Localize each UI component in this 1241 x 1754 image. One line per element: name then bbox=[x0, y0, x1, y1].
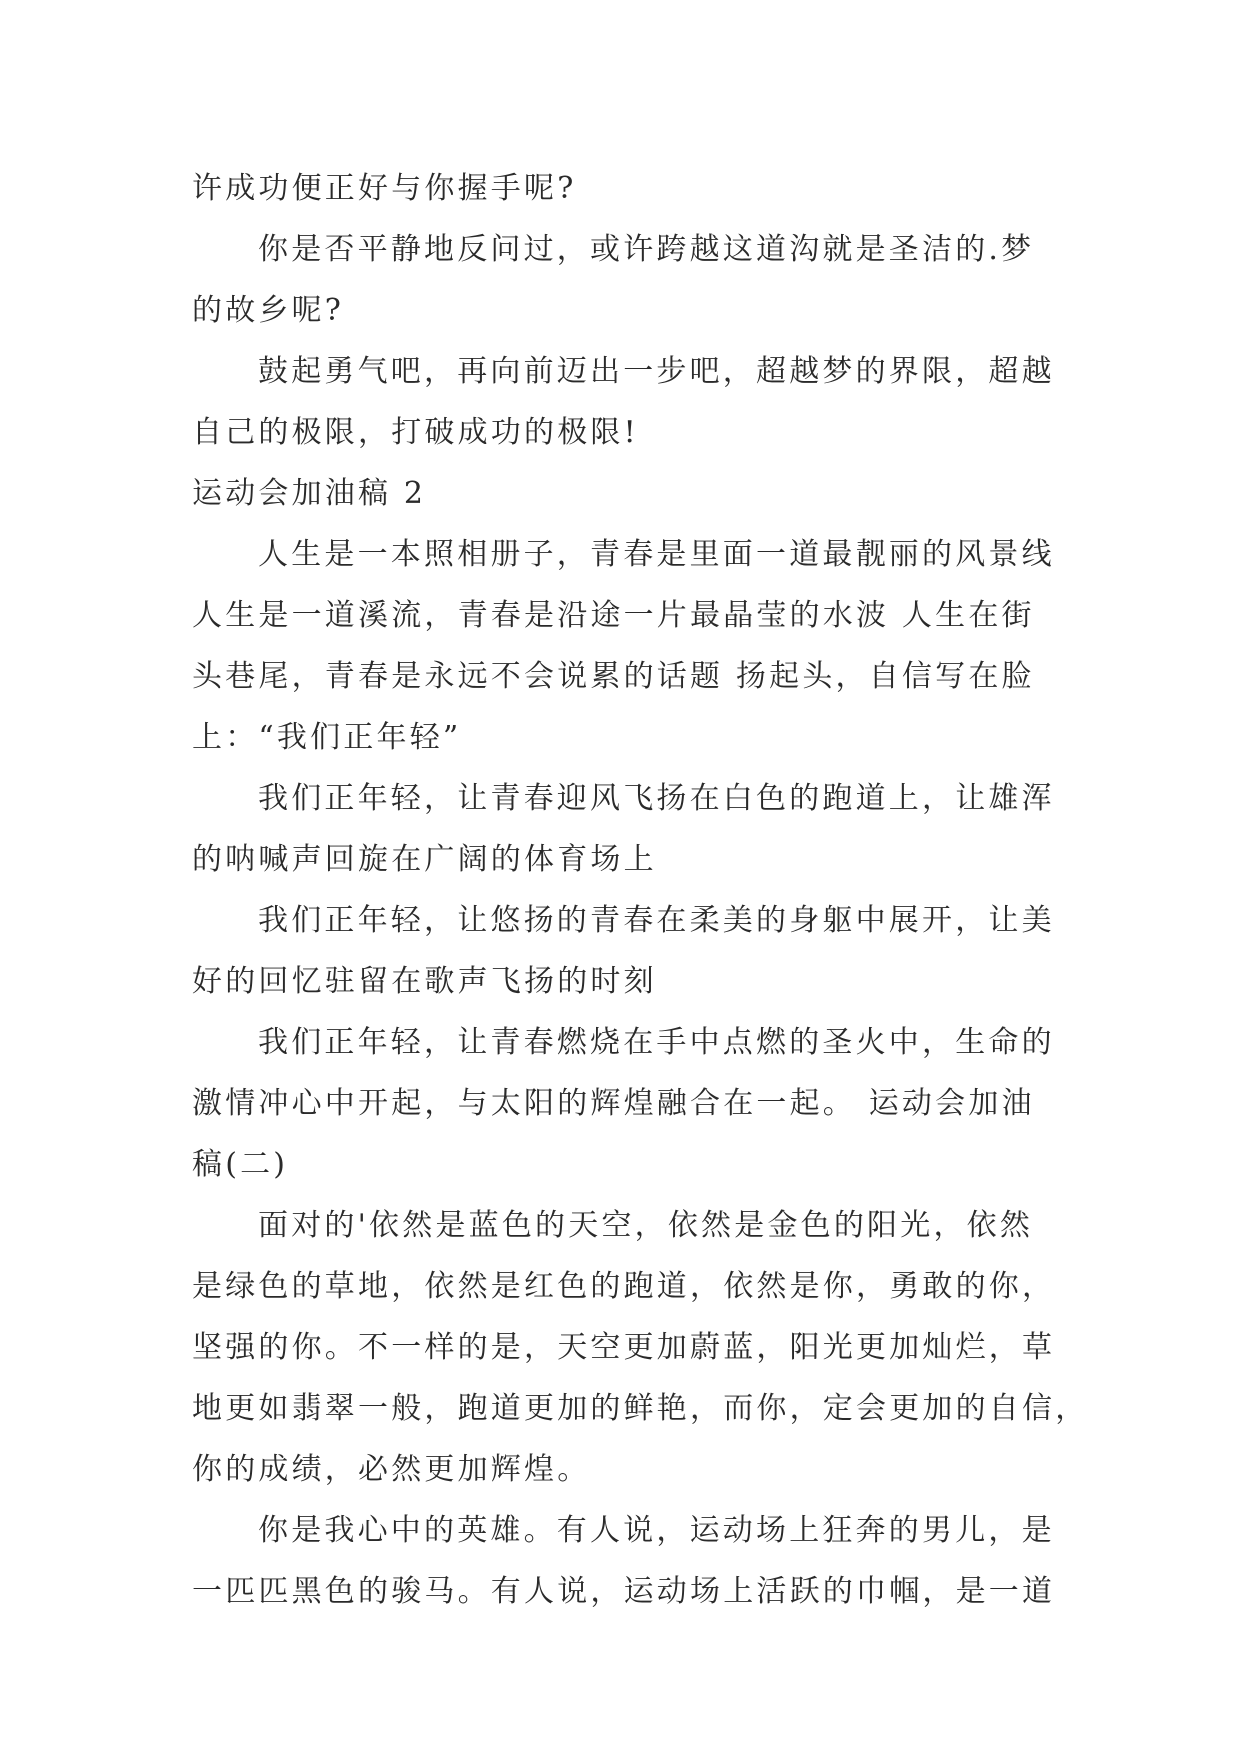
text-line: 你是我心中的英雄。有人说，运动场上狂奔的男儿，是 bbox=[258, 1513, 1055, 1548]
text-line: 鼓起勇气吧，再向前迈出一步吧，超越梦的界限，超越 bbox=[258, 354, 1055, 389]
text-line: 稿(二) bbox=[192, 1147, 289, 1182]
text-line: 头巷尾，青春是永远不会说累的话题 扬起头，自信写在脸 bbox=[192, 659, 1035, 694]
text-line: 的呐喊声回旋在广阔的体育场上 bbox=[192, 842, 657, 877]
text-line: 许成功便正好与你握手呢? bbox=[192, 171, 577, 206]
section-heading: 运动会加油稿 2 bbox=[192, 476, 427, 511]
text-line: 我们正年轻，让悠扬的青春在柔美的身躯中展开，让美 bbox=[258, 903, 1055, 938]
text-line: 是绿色的草地，依然是红色的跑道，依然是你，勇敢的你， bbox=[192, 1269, 1056, 1304]
body-text bbox=[192, 158, 1089, 1622]
text-line: 地更如翡翠一般，跑道更加的鲜艳，而你，定会更加的自信， bbox=[192, 1391, 1089, 1426]
text-line: 好的回忆驻留在歌声飞扬的时刻 bbox=[192, 964, 657, 999]
text-line: 自己的极限，打破成功的极限! bbox=[192, 415, 639, 450]
text-line: 你的成绩，必然更加辉煌。 bbox=[192, 1452, 591, 1487]
text-line: 的故乡呢? bbox=[192, 293, 345, 328]
text-line: 坚强的你。不一样的是，天空更加蔚蓝，阳光更加灿烂，草 bbox=[192, 1330, 1056, 1365]
text-line: 一匹匹黑色的骏马。有人说，运动场上活跃的巾帼，是一道 bbox=[192, 1574, 1056, 1609]
text-line: 我们正年轻，让青春燃烧在手中点燃的圣火中，生命的 bbox=[258, 1025, 1055, 1060]
text-line: 人生是一道溪流，青春是沿途一片最晶莹的水波 人生在街 bbox=[192, 598, 1035, 633]
text-line: 面对的'依然是蓝色的天空，依然是金色的阳光，依然 bbox=[258, 1208, 1034, 1243]
text-line: 上：“我们正年轻” bbox=[192, 720, 462, 755]
text-line: 激情冲心中开起，与太阳的辉煌融合在一起。 运动会加油 bbox=[192, 1086, 1035, 1121]
text-line: 我们正年轻，让青春迎风飞扬在白色的跑道上，让雄浑 bbox=[258, 781, 1055, 816]
text-line: 人生是一本照相册子，青春是里面一道最靓丽的风景线 bbox=[258, 537, 1055, 572]
text-line: 你是否平静地反问过，或许跨越这道沟就是圣洁的.梦 bbox=[258, 232, 1035, 267]
